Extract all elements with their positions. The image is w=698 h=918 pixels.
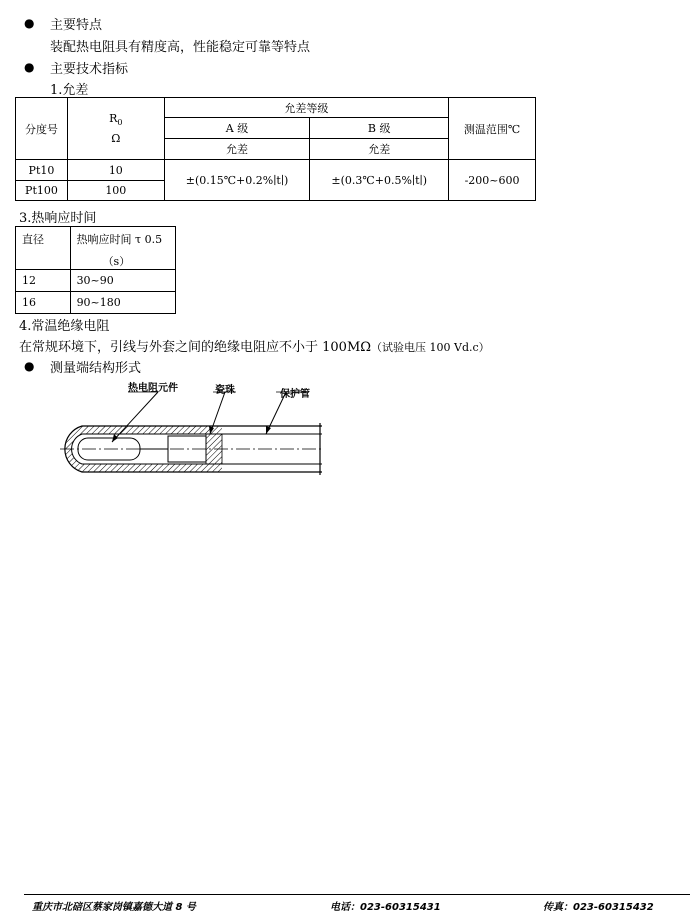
footer-rule: [24, 894, 690, 895]
cell-b-value: ±(0.3℃+0.5%∣t∣): [310, 160, 449, 201]
footer-phone: 电话：023-60315431: [330, 902, 441, 913]
bullet-structure: ●: [24, 359, 35, 373]
label-protection-tube: 保护管: [280, 389, 310, 400]
tolerance-table: [15, 97, 536, 201]
cell-range: -200~600: [449, 160, 536, 201]
header-response-time: 热响应时间 τ 0.5 （s）: [70, 227, 175, 270]
table-row: [16, 160, 536, 181]
label-ceramic-bead: 瓷珠: [215, 385, 235, 396]
cell-graduation: Pt10: [16, 160, 68, 181]
insulation-heading: 4.常温绝缘电阻: [19, 319, 110, 334]
response-table: [15, 226, 176, 314]
label-resistance-element: 热电阻元件: [128, 383, 178, 394]
insulation-text: 在常规环境下，引线与外套之间的绝缘电阻应不小于 100MΩ（试验电压 100 Vd.c）: [19, 340, 490, 355]
table-row: [16, 292, 176, 314]
cell-time: 30~90: [70, 270, 175, 292]
cell-graduation: Pt100: [16, 181, 68, 201]
table-row: [16, 270, 176, 292]
footer-address: 重庆市北碚区蔡家岗镇嘉德大道 8 号: [32, 902, 196, 913]
cell-r0: 10: [67, 160, 164, 181]
header-b-tolerance: 允差: [310, 139, 449, 160]
bullet-specs: ●: [24, 60, 35, 74]
header-a-tolerance: 允差: [164, 139, 310, 160]
cell-r0: 100: [67, 181, 164, 201]
header-r0: $R_0$ Ω: [67, 98, 164, 160]
response-heading: 3.热响应时间: [19, 211, 97, 226]
header-graduation: 分度号: [16, 98, 68, 160]
header-diameter: 直径: [16, 227, 71, 270]
specs-heading: 主要技术指标: [50, 62, 129, 77]
cell-diameter: 16: [16, 292, 71, 314]
header-a-grade: A 级: [164, 118, 310, 139]
header-tolerance-grade: 允差等级: [164, 98, 448, 118]
features-text: 装配热电阻具有精度高，性能稳定可靠等特点: [50, 40, 311, 55]
insulation-note: （试验电压 100 Vd.c）: [371, 341, 490, 354]
cell-diameter: 12: [16, 270, 71, 292]
footer-fax: 传真：023-60315432: [543, 902, 654, 913]
structure-heading: 测量端结构形式: [50, 361, 142, 376]
header-b-grade: B 级: [310, 118, 449, 139]
header-range: 测温范围℃: [449, 98, 536, 160]
tolerance-heading: 1.允差: [50, 83, 89, 98]
features-heading: 主要特点: [50, 18, 103, 33]
bullet-features: ●: [24, 16, 35, 30]
cell-a-value: ±(0.15℃+0.2%∣t∣): [164, 160, 310, 201]
cell-time: 90~180: [70, 292, 175, 314]
